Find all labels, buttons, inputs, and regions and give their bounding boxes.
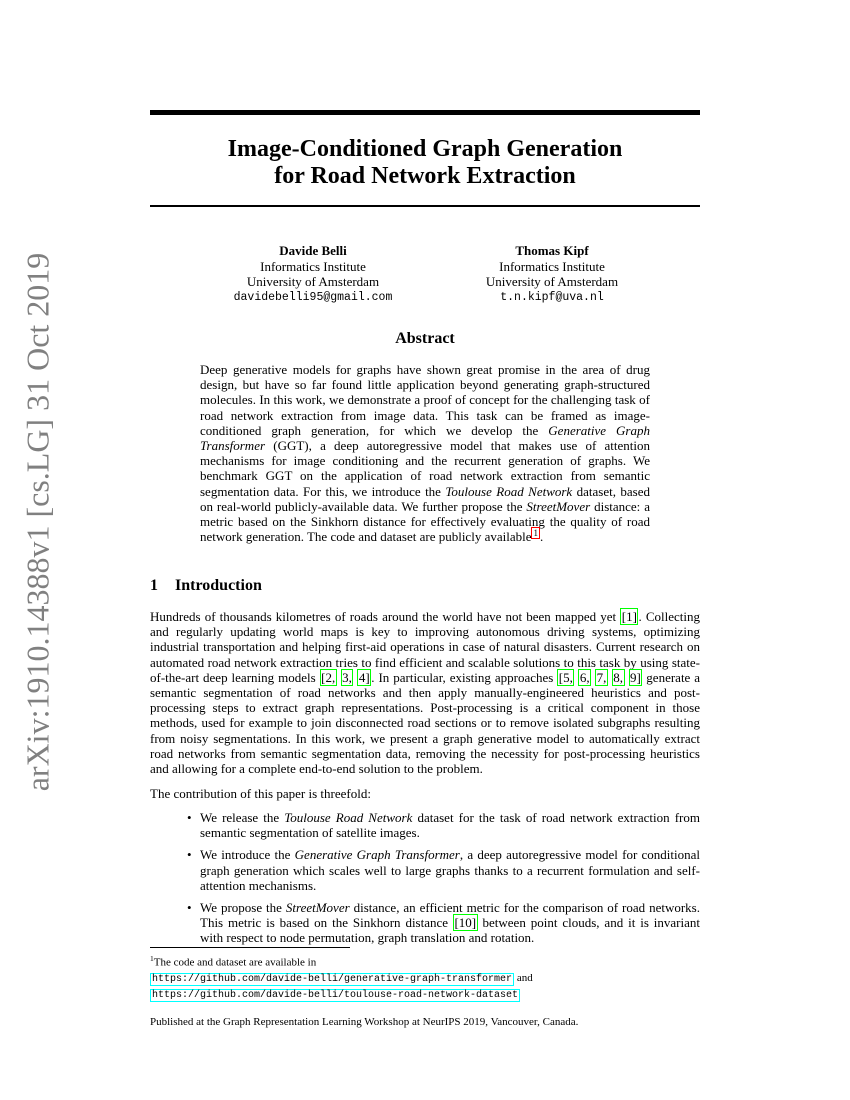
abstract-text: dataset, based on real-world publicly-available data. We further propose the [200,483,650,514]
footnote [150,951,710,1003]
title-line-2: for Road Network Extraction [274,163,576,189]
footnote-line [150,987,710,1003]
citation-link[interactable]: 3, [342,669,352,685]
author-2 [432,243,672,305]
list-item [150,847,700,893]
author-name: Davide Belli [279,243,347,258]
author-university: University of Amsterdam [246,274,380,289]
author-1 [193,243,433,305]
author-affiliation: Informatics Institute [499,258,605,274]
footnote-rule [150,947,350,948]
citation-link[interactable]: 8, [613,669,624,685]
abstract-body [200,362,650,544]
intro-text: . Collecting and regularly updating world maps is key to improving autonomous driving systems, optimizing industrial transportation and helping first-aid operations in case of natural disasters. Current research on automated road network extraction tries to find efficient and scalable solutions to this task by using state-of-the-art deep learning models [150,609,700,685]
author-email[interactable]: davidebelli95@gmail.com [233,290,393,304]
list-italic: Generative Graph Transformer [294,847,460,863]
abstract-italic-streetmover: StreetMover [526,498,591,514]
list-text: We release the [200,810,285,825]
list-item [150,810,700,840]
citation-link[interactable]: [5, [558,669,573,685]
intro-text: generate a semantic segmentation of road networks and then apply manually-engineered heuristics and post-processing steps to extract graph representations. Post-processing is a critical component in those methods, used for example to join disconnected road sections or to remove isolated subgraphs resulting from noisy segmentations. In this work, we present a graph generative model to automatically extract road networks from semantic segmentation data, removing the necessity for post-processing heuristics and allowing for a complete end-to-end solution to the problem. [150,669,701,777]
bullet: • [187,847,192,863]
bullet: • [187,900,192,916]
list-text: dataset for the task of road network extraction from semantic segmentation of satellite images. [200,810,700,841]
footnote-line [150,971,710,987]
paper-title [150,136,700,190]
citation-link[interactable]: 9] [630,669,641,685]
footnote-text: The code and dataset are available in [153,956,317,969]
arxiv-stamp-text: arXiv:1910.14388v1 [cs.LG] 31 Oct 2019 [19,252,56,792]
github-link-dataset[interactable]: https://github.com/davide-belli/toulouse-road-network-dataset [152,989,519,1001]
citation-link[interactable]: [2, [321,669,336,685]
contribution-intro: The contribution of this paper is threefold: [150,786,371,801]
footnote-link[interactable]: 1 [533,527,538,538]
author-email[interactable]: t.n.kipf@uva.nl [500,290,604,304]
section-number: 1 [150,577,158,594]
author-name: Thomas Kipf [515,243,589,258]
github-link-ggt[interactable]: https://github.com/davide-belli/generative-graph-transformer [152,973,513,985]
citation-link[interactable]: [10] [454,915,477,931]
list-text: distance, an efficient metric for the comparison of road networks. This metric is based on the Sinkhorn distance [200,900,700,931]
abstract-text: . [539,529,544,545]
citation-link[interactable]: [1] [621,609,637,624]
intro-text: . In particular, existing approaches [371,669,558,685]
citation-link[interactable]: 4] [358,669,370,685]
citation-link[interactable]: 6, [579,669,590,685]
contribution-list [150,810,700,953]
abstract-italic-ggt: Generative Graph Transformer [200,422,650,454]
list-italic: Toulouse Road Network [284,810,413,825]
author-affiliation: Informatics Institute [260,258,366,274]
section-title: Introduction [175,577,262,594]
abstract-italic-trn: Toulouse Road Network [445,483,573,499]
title-bottom-rule [150,205,700,207]
title-top-rule [150,110,700,115]
abstract-text: Deep generative models for graphs have shown great promise in the area of drug design, but have so far found little application beyond generating graph-structured molecules. In this work, we demonstrate a proof of concept for the challenging task of road network extraction from image data. This task can be framed as image-conditioned graph generation, for which we develop the [200,362,650,438]
list-text: between point clouds, and it is invariant with respect to node permutation, graph translation and rotation. [200,915,701,946]
list-item [150,900,700,946]
abstract-text: (GGT), a deep autoregressive model that makes use of attention mechanisms for image conditioning and the recurrent generation of graphs. We benchmark GGT on the application of road network extraction from semantic segmentation data. For this, we introduce the [200,438,650,499]
intro-paragraph [150,609,700,776]
title-line-1: Image-Conditioned Graph Generation [227,136,623,162]
abstract-text: distance: a metric based on the Sinkhorn distance for effectively evaluating the quality of road network generation. The code and dataset are publicly available [200,498,650,545]
footnote-and: and [514,971,533,984]
list-italic: StreetMover [285,900,350,916]
author-university: University of Amsterdam [485,274,619,289]
section-heading [150,577,262,595]
list-text: , a deep autoregressive model for conditional graph generation which scales well to large graphs thanks to a recurrent formulation and self-attention mechanisms. [200,847,701,893]
citation-link[interactable]: 7, [596,669,607,685]
abstract-heading: Abstract [395,330,455,347]
list-text: We propose the [200,900,286,916]
intro-text: Hundreds of thousands kilometres of roads around the world have not been mapped yet [150,609,621,624]
bullet: • [187,810,192,825]
list-text: We introduce the [200,847,295,863]
footnote-line [150,951,710,971]
footnote-mark: 1 [150,954,154,963]
published-note: Published at the Graph Representation Learning Workshop at NeurIPS 2019, Vancouver, Canada. [150,1016,579,1028]
